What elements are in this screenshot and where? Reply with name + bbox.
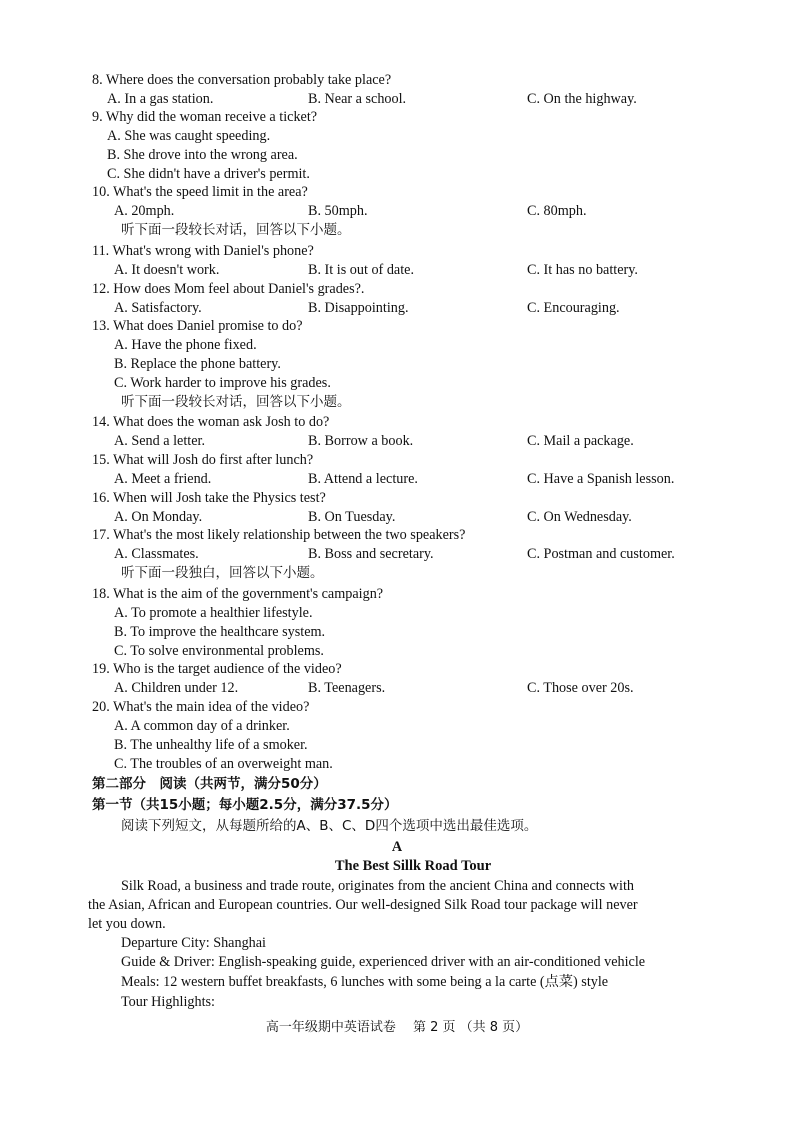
question-13-option-c: C. Work harder to improve his grades. <box>114 375 331 391</box>
question-20-option-b: B. The unhealthy life of a smoker. <box>114 737 308 753</box>
question-13-option-b: B. Replace the phone battery. <box>114 356 281 372</box>
question-18-option-a: A. To promote a healthier lifestyle. <box>114 605 313 621</box>
question-15-stem: 15. What will Josh do first after lunch? <box>92 452 314 468</box>
question-11-option-a: A. It doesn't work. <box>114 262 220 278</box>
part2-heading: 第二部分 阅读（共两节，满分50分） <box>92 776 327 792</box>
part2-direction: 阅读下列短文，从每题所给的A、B、C、D四个选项中选出最佳选项。 <box>121 818 538 834</box>
question-10-option-c: C. 80mph. <box>527 203 587 219</box>
question-18-option-c: C. To solve environmental problems. <box>114 643 324 659</box>
question-17-option-a: A. Classmates. <box>114 546 199 562</box>
passage-title: The Best Sillk Road Tour <box>334 858 492 874</box>
question-9-option-b: B. She drove into the wrong area. <box>107 147 298 163</box>
question-9-stem: 9. Why did the woman receive a ticket? <box>92 109 318 125</box>
passage-para1-line1: Silk Road, a business and trade route, originates from the ancient China and connects with <box>121 878 634 894</box>
question-19-option-a: A. Children under 12. <box>114 680 239 696</box>
instruction-monologue: 听下面一段独白，回答以下小题。 <box>121 565 324 581</box>
part2-section1-heading: 第一节（共15小题；每小题2.5分，满分37.5分） <box>92 797 398 813</box>
question-13-option-a: A. Have the phone fixed. <box>114 337 257 353</box>
question-10-option-a: A. 20mph. <box>114 203 175 219</box>
question-14-option-b: B. Borrow a book. <box>308 433 414 449</box>
question-20-option-c: C. The troubles of an overweight man. <box>114 756 333 772</box>
passage-para1-line2: the Asian, African and European countries. Our well-designed Silk Road tour package will never <box>88 897 638 913</box>
question-17-option-c: C. Postman and customer. <box>527 546 675 562</box>
question-12-option-c: C. Encouraging. <box>527 300 620 316</box>
question-15-option-c: C. Have a Spanish lesson. <box>527 471 675 487</box>
question-17-option-b: B. Boss and secretary. <box>308 546 434 562</box>
page-footer: 高一年级期中英语试卷 第 2 页 （共 8 页） <box>265 1020 529 1035</box>
question-14-option-c: C. Mail a package. <box>527 433 634 449</box>
question-17-stem: 17. What's the most likely relationship between the two speakers? <box>92 527 466 543</box>
question-10-stem: 10. What's the speed limit in the area? <box>92 184 308 200</box>
question-19-stem: 19. Who is the target audience of the video? <box>92 661 342 677</box>
question-16-stem: 16. When will Josh take the Physics test? <box>92 490 326 506</box>
passage-guide: Guide & Driver: English-speaking guide, experienced driver with an air-conditioned vehicle <box>121 954 646 970</box>
question-18-stem: 18. What is the aim of the government's campaign? <box>92 586 384 602</box>
passage-para1-line3: let you down. <box>88 916 166 932</box>
question-8-option-a: A. In a gas station. <box>107 91 214 107</box>
question-11-option-c: C. It has no battery. <box>527 262 638 278</box>
question-19-option-b: B. Teenagers. <box>308 680 386 696</box>
question-9-option-a: A. She was caught speeding. <box>107 128 271 144</box>
question-15-option-a: A. Meet a friend. <box>114 471 212 487</box>
instruction-long-dialogue-2: 听下面一段较长对话，回答以下小题。 <box>121 394 351 410</box>
question-19-option-c: C. Those over 20s. <box>527 680 634 696</box>
question-11-option-b: B. It is out of date. <box>308 262 414 278</box>
passage-label: A <box>391 839 403 855</box>
question-16-option-b: B. On Tuesday. <box>308 509 396 525</box>
question-8-option-c: C. On the highway. <box>527 91 637 107</box>
passage-highlights: Tour Highlights: <box>121 994 215 1010</box>
question-20-option-a: A. A common day of a drinker. <box>114 718 290 734</box>
question-18-option-b: B. To improve the healthcare system. <box>114 624 326 640</box>
instruction-long-dialogue-1: 听下面一段较长对话，回答以下小题。 <box>121 222 351 238</box>
question-12-option-b: B. Disappointing. <box>308 300 409 316</box>
question-16-option-c: C. On Wednesday. <box>527 509 632 525</box>
passage-departure: Departure City: Shanghai <box>121 935 266 951</box>
question-8-stem: 8. Where does the conversation probably take place? <box>92 72 392 88</box>
question-14-stem: 14. What does the woman ask Josh to do? <box>92 414 330 430</box>
question-15-option-b: B. Attend a lecture. <box>308 471 418 487</box>
question-12-option-a: A. Satisfactory. <box>114 300 202 316</box>
question-16-option-a: A. On Monday. <box>114 509 203 525</box>
question-14-option-a: A. Send a letter. <box>114 433 206 449</box>
question-10-option-b: B. 50mph. <box>308 203 368 219</box>
question-12-stem: 12. How does Mom feel about Daniel's grades?. <box>92 281 365 297</box>
question-13-stem: 13. What does Daniel promise to do? <box>92 318 303 334</box>
question-11-stem: 11. What's wrong with Daniel's phone? <box>92 243 314 259</box>
question-9-option-c: C. She didn't have a driver's permit. <box>107 166 310 182</box>
question-20-stem: 20. What's the main idea of the video? <box>92 699 310 715</box>
passage-meals: Meals: 12 western buffet breakfasts, 6 lunches with some being a la carte (点菜) style <box>121 974 609 990</box>
question-8-option-b: B. Near a school. <box>308 91 407 107</box>
